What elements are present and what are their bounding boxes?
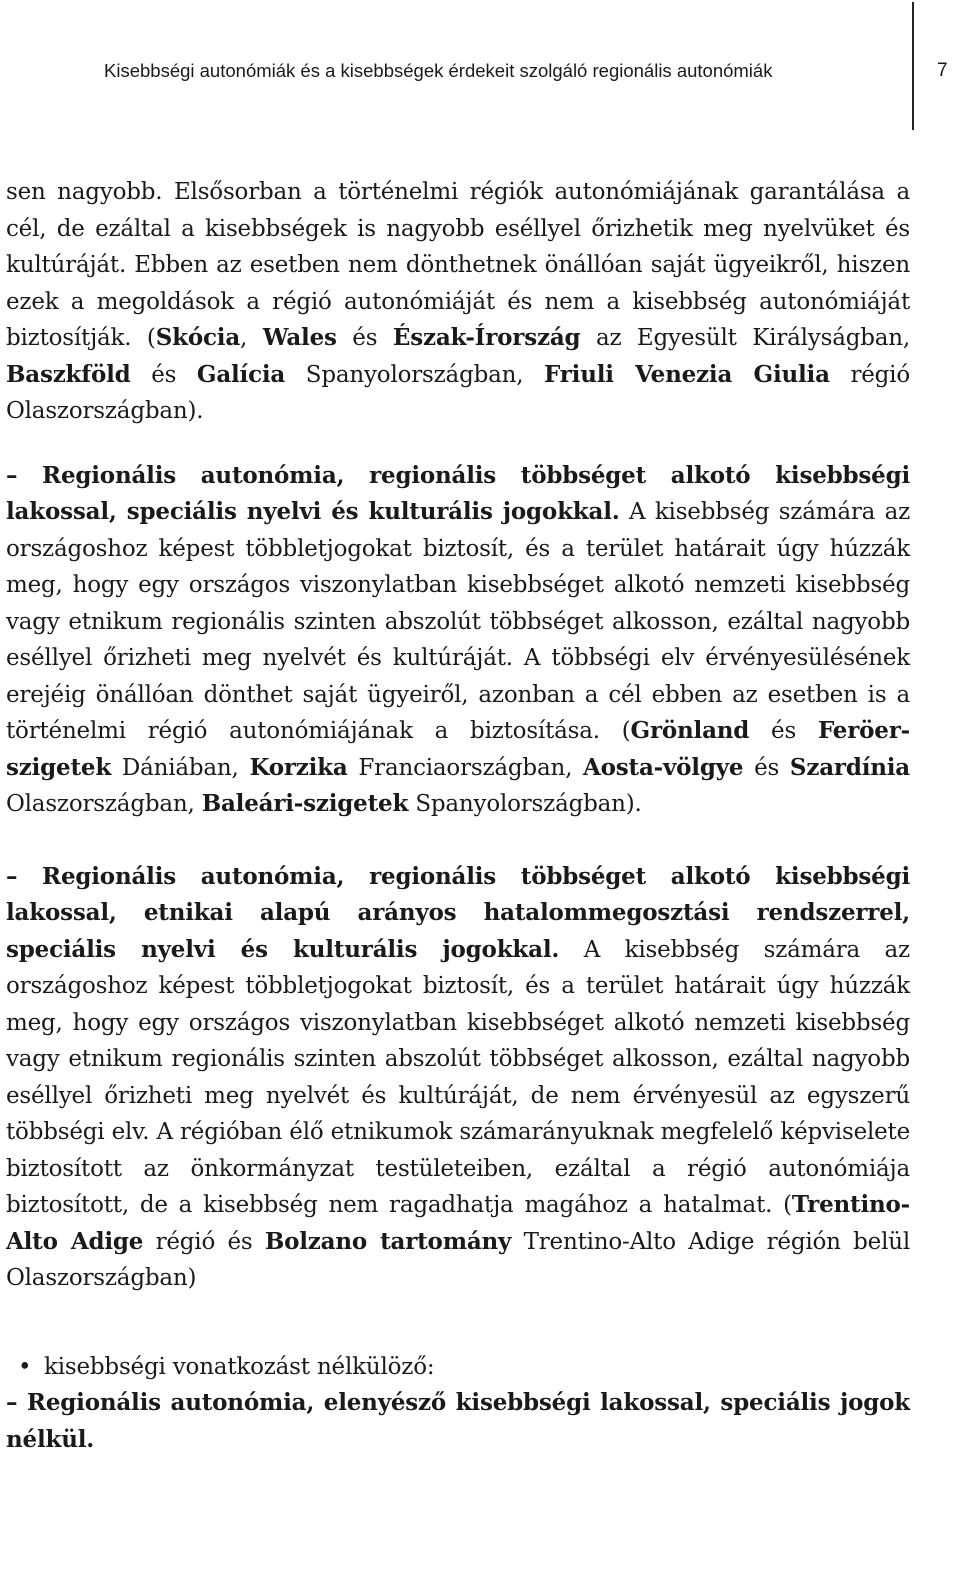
spacer [6,1297,910,1349]
paragraph-historic-regions: sen nagyobb. Elsősorban a történelmi régiók autonómiájának garantálása a cél, de ezáltal a kisebbségek is nagyobb eséllyel őrizhetik meg nyelvüket és kultúráját. Ebben az esetben nem dönthetnek önállóan saját ügyeikről, hiszen ezek a megoldások a régió autonómiáját és nem a kisebbség autonómiáját biztosítják. (Skócia, Wales és Észak-Írország az Egyesült Királyságban, Baszkföld és Galícia Spanyolországban, Friuli Venezia Giulia régió Olaszországban). [6,179,910,424]
bullet-text: kisebbségi vonatkozást nélkülöző: [44,1353,435,1380]
section-regional-autonomy-majority: – Regionális autonómia, regionális többséget alkotó kisebbségi lakossal, speciális nyelvi és kulturális jogokkal. A kisebbség számára az országoshoz képest többletjogokat biztosít, és a terület határait úgy húzzák meg, hogy egy országos viszonylatban kisebbséget alkotó nemzeti kisebbség vagy etnikum regionális szinten abszolút többséget alkosson, ezáltal nagyobb eséllyel őrizheti meg nyelvét és kultúráját. A többségi elv érvényesülésének erejéig önállóan dönthet saját ügyeiről, azonban a cél ebben az esetben is a történelmi régió autonómiájának a biztosítása. (Grönland és Feröer-szigetek Dániában, Korzika Franciaországban, Aosta-völgye és Szardínia Olaszországban, Baleári-szigetek Spanyolországban). [6,461,910,817]
section-heading: – Regionális autonómia, regionális többséget alkotó kisebbségi lakossal, etnikai alapú arányos hatalommegosztási rendszerrel, speciális nyelvi és kulturális jogokkal. [6,862,910,963]
header-divider [912,2,914,130]
section-regional-autonomy-power-sharing: – Regionális autonómia, regionális többséget alkotó kisebbségi lakossal, etnikai alapú arányos hatalommegosztási rendszerrel, speciális nyelvi és kulturális jogokkal. A kisebbség számára az országoshoz képest többletjogokat biztosít, és a terület határait úgy húzzák meg, hogy egy országos viszonylatban kisebbséget alkotó nemzeti kisebbség vagy etnikum regionális szinten abszolút többséget alkosson, ezáltal nagyobb eséllyel őrizheti meg nyelvét és kultúráját, de nem érvényesül az egyszerű többségi elv. A régióban élő etnikumok számarányuknak megfelelő képviselete biztosított az önkormányzat testületeiben, ezáltal a régió autonómiája biztosított, de a kisebbség nem ragadhatja magához a hatalmat. (Trentino-Alto Adige régió és Bolzano tartomány Trentino-Alto Adige régión belül Olaszországban) [6,862,911,1291]
running-header-title: Kisebbségi autonómiák és a kisebbségek érdekeit szolgáló regionális autonómiák [104,60,773,81]
bullet-icon: • [18,1353,32,1380]
bullet-subitem: – Regionális autonómia, elenyésző kisebbségi lakossal, speciális jogok nélkül. [6,1389,910,1453]
bullet-item [6,1349,910,1459]
spacer [6,823,910,859]
spacer [6,430,910,458]
body-text [6,174,910,1458]
page-header [0,0,960,135]
section-heading: – Regionális autonómia, regionális többséget alkotó kisebbségi lakossal, speciális nyelvi és kulturális jogokkal. [6,461,910,525]
page-number: 7 [937,60,948,81]
